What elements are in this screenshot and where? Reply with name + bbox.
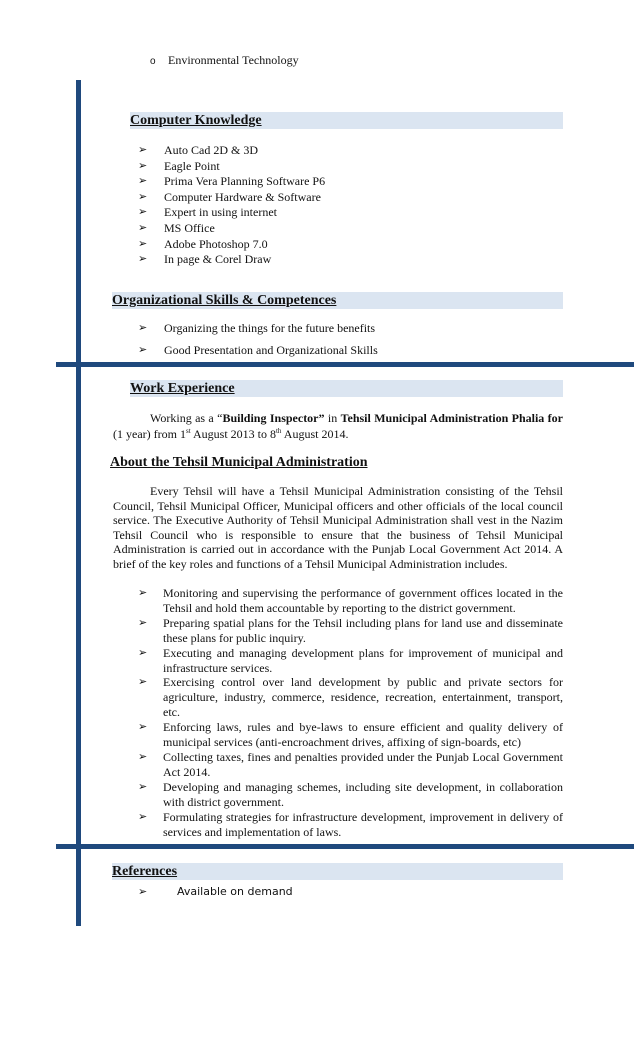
list-item: ➢ Good Presentation and Organizational Skills <box>138 339 378 361</box>
list-item: ➢ Adobe Photoshop 7.0 <box>138 236 268 251</box>
arrow-bullet-icon: ➢ <box>138 175 148 188</box>
arrow-bullet-icon: ➢ <box>138 616 148 629</box>
list-item: ➢ Enforcing laws, rules and bye-laws to ensure efficient and quality delivery of municipal services (anti-encroachment drives, affixing of sign-boards, etc) <box>138 720 563 750</box>
computer-knowledge-heading-band <box>130 112 563 129</box>
arrow-bullet-icon: ➢ <box>138 810 148 823</box>
arrow-bullet-icon: ➢ <box>138 886 148 898</box>
list-item: ➢ Computer Hardware & Software <box>138 189 321 204</box>
computer-knowledge-list <box>138 143 325 268</box>
work-experience-paragraph: Working as a “Building Inspector” in Tehsil Municipal Administration Phalia for (1 year) from 1st August 2013 to 8th August 2014. <box>113 411 563 441</box>
list-item: ➢ Monitoring and supervising the performance of government offices located in the Tehsil and hold them accountable by reporting to the district government. <box>138 586 563 615</box>
about-intro-paragraph: Every Tehsil will have a Tehsil Municipal Administration consisting of the Tehsil Council, Tehsil Municipal Officer, Municipal officers and other officials of the local council service. The Executive Authority of Tehsil Municipal Administration shall vest in the Nazim Tehsil Council who is responsible to ensure that the business of Tehsil Municipal Administration is carried out in accordance with the Punjab Local Government Act 2014. A brief of the key roles and functions of a Tehsil Municipal Administration includes. <box>113 484 563 571</box>
organizational-heading: Organizational Skills & Competences <box>112 293 337 308</box>
vertical-rule <box>76 80 81 926</box>
arrow-bullet-icon: ➢ <box>138 780 148 793</box>
organizational-heading-band <box>112 292 563 309</box>
list-item: ➢ Eagle Point <box>138 158 220 173</box>
work-experience-heading: Work Experience <box>130 381 235 396</box>
arrow-bullet-icon: ➢ <box>138 144 148 156</box>
horizontal-rule-1 <box>56 362 634 367</box>
work-experience-heading-band <box>130 380 563 397</box>
references-item <box>138 885 293 898</box>
arrow-bullet-icon: ➢ <box>138 253 148 266</box>
list-item: ➢ Exercising control over land development by public and private sectors for agriculture, industry, commerce, residence, recreation, entertainment, transport, etc. <box>138 675 563 720</box>
arrow-bullet-icon: ➢ <box>138 190 148 203</box>
arrow-bullet-icon: ➢ <box>138 237 148 250</box>
list-item: ➢ Collecting taxes, fines and penalties provided under the Punjab Local Government Act 2014. <box>138 749 563 779</box>
list-item: ➢ Developing and managing schemes, including site development, in collaboration with district government. <box>138 779 563 809</box>
horizontal-rule-2 <box>56 844 634 849</box>
arrow-bullet-icon: ➢ <box>138 206 148 219</box>
list-item: ➢ Auto Cad 2D & 3D <box>138 143 258 157</box>
about-heading: About the Tehsil Municipal Administration <box>110 455 368 470</box>
list-item: ➢ MS Office <box>138 220 215 235</box>
list-item: ➢ Preparing spatial plans for the Tehsil including plans for land use and disseminate these plans for public inquiry. <box>138 615 563 645</box>
arrow-bullet-icon: ➢ <box>138 676 148 689</box>
references-heading-band <box>112 863 563 880</box>
organizational-list <box>138 317 378 361</box>
arrow-bullet-icon: ➢ <box>138 344 148 356</box>
arrow-bullet-icon: ➢ <box>138 750 148 763</box>
arrow-bullet-icon: ➢ <box>138 221 148 234</box>
education-item-text: Environmental Technology <box>168 53 299 67</box>
arrow-bullet-icon: ➢ <box>138 159 148 172</box>
education-item <box>150 53 299 68</box>
list-item: ➢ In page & Corel Draw <box>138 252 272 267</box>
circle-bullet-icon: o <box>150 56 156 67</box>
references-item-text: Available on demand <box>177 885 293 898</box>
arrow-bullet-icon: ➢ <box>138 587 148 599</box>
list-item: ➢ Executing and managing development plans for improvement of municipal and infrastructure services. <box>138 645 563 675</box>
list-item: ➢ Expert in using internet <box>138 205 277 220</box>
arrow-bullet-icon: ➢ <box>138 646 148 659</box>
arrow-bullet-icon: ➢ <box>138 322 148 334</box>
arrow-bullet-icon: ➢ <box>138 721 148 734</box>
list-item: ➢ Formulating strategies for infrastructure development, improvement in delivery of services and implementation of laws. <box>138 809 563 839</box>
computer-knowledge-heading: Computer Knowledge <box>130 113 262 128</box>
list-item: ➢ Organizing the things for the future benefits <box>138 317 378 339</box>
responsibilities-list <box>138 586 563 839</box>
list-item: ➢ Prima Vera Planning Software P6 <box>138 174 326 189</box>
references-heading: References <box>112 864 178 879</box>
